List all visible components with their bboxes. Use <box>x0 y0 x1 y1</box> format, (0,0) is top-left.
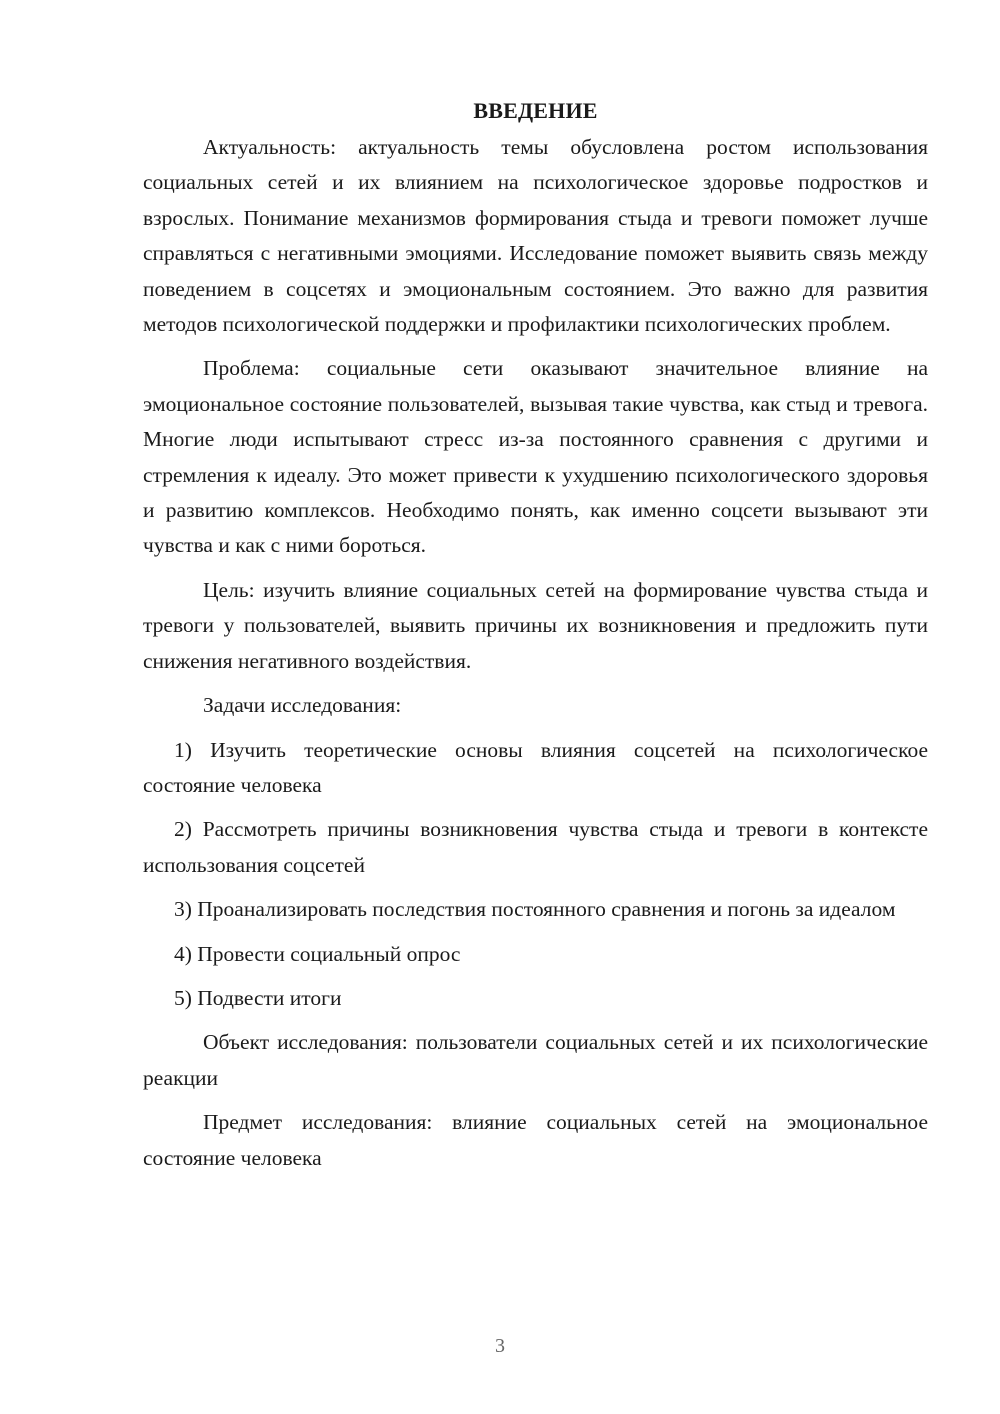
goal-paragraph: Цель: изучить влияние социальных сетей на формирование чувства стыда и тревоги у пользователей, выявить причины их возникновения и предложить пути снижения негативного воздействия. <box>143 577 928 673</box>
document-page <box>143 96 928 1185</box>
section-title: ВВЕДЕНИЕ <box>473 98 598 123</box>
page-number: 3 <box>495 1335 505 1357</box>
tasks-heading: Задачи исследования: <box>203 693 402 718</box>
object-paragraph: Объект исследования: пользователи социальных сетей и их психологические реакции <box>143 1030 928 1090</box>
task-item: 5) Подвести итоги <box>174 985 342 1010</box>
task-item: 1) Изучить теоретические основы влияния соцсетей на психологическое состояние человека <box>143 737 928 797</box>
task-item: 4) Провести социальный опрос <box>174 941 461 966</box>
problem-paragraph: Проблема: социальные сети оказывают значительное влияние на эмоциональное состояние пользователей, вызывая такие чувства, как стыд и тревога. Многие люди испытывают стресс из-за постоянного сравнения с другими и стремления к идеалу. Это может привести к ухудшению психологического здоровья и развитию комплексов. Необходимо понять, как именно соцсети вызывают эти чувства и как с ними бороться. <box>143 356 928 558</box>
subject-paragraph: Предмет исследования: влияние социальных сетей на эмоциональное состояние человека <box>143 1110 928 1170</box>
task-item: 3) Проанализировать последствия постоянного сравнения и погонь за идеалом <box>174 897 896 922</box>
relevance-paragraph: Актуальность: актуальность темы обусловлена ростом использования социальных сетей и их влиянием на психологическое здоровье подростков и взрослых. Понимание механизмов формирования стыда и тревоги поможет лучше справляться с негативными эмоциями. Исследование поможет выявить связь между поведением в соцсетях и эмоциональным состоянием. Это важно для развития методов психологической поддержки и профилактики психологических проблем. <box>143 135 928 337</box>
task-item: 2) Рассмотреть причины возникновения чувства стыда и тревоги в контексте использования соцсетей <box>143 817 928 877</box>
